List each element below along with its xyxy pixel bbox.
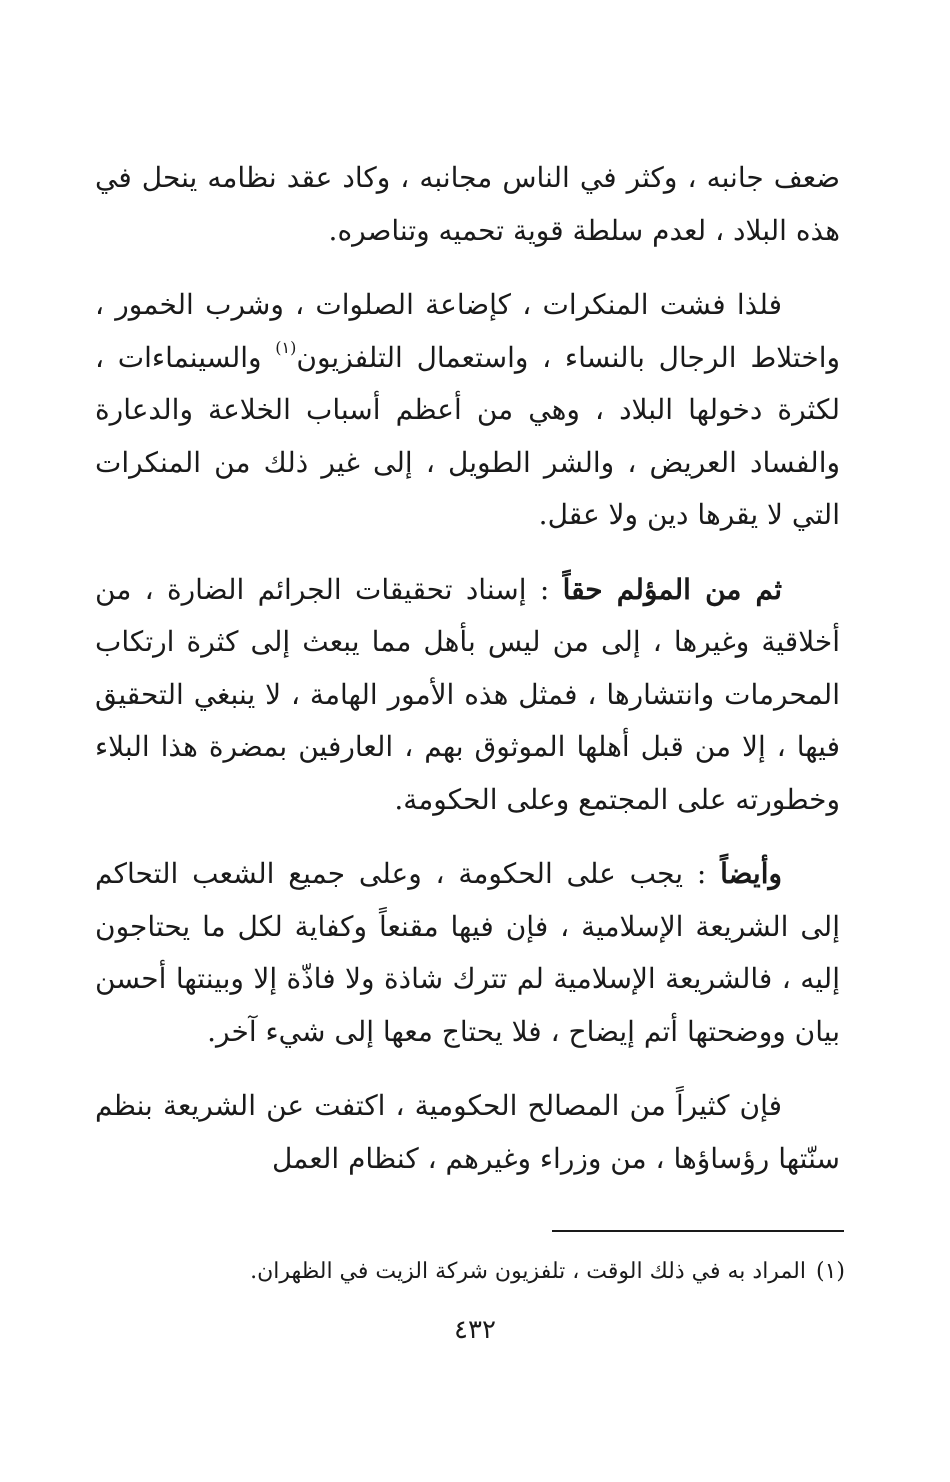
- paragraph-3: [95, 564, 840, 827]
- paragraph-5-text: فإن كثيراً من المصالح الحكومية ، اكتفت عن الشريعة بنظم سنّتها رؤساؤها ، من وزراء وغيرهم ، كنظام العمل: [95, 1089, 840, 1175]
- footnote-divider: [552, 1230, 844, 1232]
- paragraph-4-text: : يجب على الحكومة ، وعلى جميع الشعب التحاكم إلى الشريعة الإسلامية ، فإن فيها مقنعاً وكفاية لكل ما يحتاجون إليه ، فالشريعة الإسلامية لم تترك شاذة ولا فاذّة إلا وبينتها أحسن بيان ووضحتها أتم إيضاح ، فلا يحتاج معها إلى شيء آخر.: [95, 857, 840, 1048]
- footnote-text: المراد به في ذلك الوقت ، تلفزيون شركة الزيت في الظهران.: [250, 1259, 806, 1284]
- paragraph-2-text-start: فلذا فشت المنكرات ، كإضاعة الصلوات ، وشرب الخمور ، واختلاط الرجال بالنساء ، واستعمال التلفزيون: [95, 288, 840, 374]
- footnote-marker: (١): [815, 1259, 845, 1284]
- paragraph-3-lead: ثم من المؤلم حقاً: [562, 572, 782, 606]
- paragraph-5: [95, 1080, 840, 1185]
- footnote: [95, 1252, 845, 1292]
- page-number: ٤٣٢: [454, 1315, 496, 1345]
- paragraph-4: [95, 848, 840, 1058]
- footnote-reference: (١): [275, 337, 297, 357]
- paragraph-1-text: ضعف جانبه ، وكثر في الناس مجانبه ، وكاد عقد نظامه ينحل في هذه البلاد ، لعدم سلطة قوية تحميه وتناصره.: [95, 161, 840, 247]
- main-text: [95, 152, 840, 1207]
- paragraph-2-text-end: والسينماءات ، لكثرة دخولها البلاد ، وهي من أعظم أسباب الخلاعة والدعارة والفساد العريض ، والشر الطويل ، إلى غير ذلك من المنكرات التي لا يقرها دين ولا عقل.: [95, 340, 840, 531]
- paragraph-4-lead: وأيضاً: [720, 857, 782, 890]
- paragraph-3-text: : إسناد تحقيقات الجرائم الضارة ، من أخلاقية وغيرها ، إلى من ليس بأهل مما يبعث إلى كثرة ارتكاب المحرمات وانتشارها ، فمثل هذه الأمور الهامة ، لا ينبغي التحقيق فيها ، إلا من قبل أهلها الموثوق بهم ، العارفين بمضرة هذا البلاء وخطورته على المجتمع وعلى الحكومة.: [95, 572, 840, 816]
- paragraph-1: [95, 152, 840, 257]
- paragraph-2: [95, 279, 840, 542]
